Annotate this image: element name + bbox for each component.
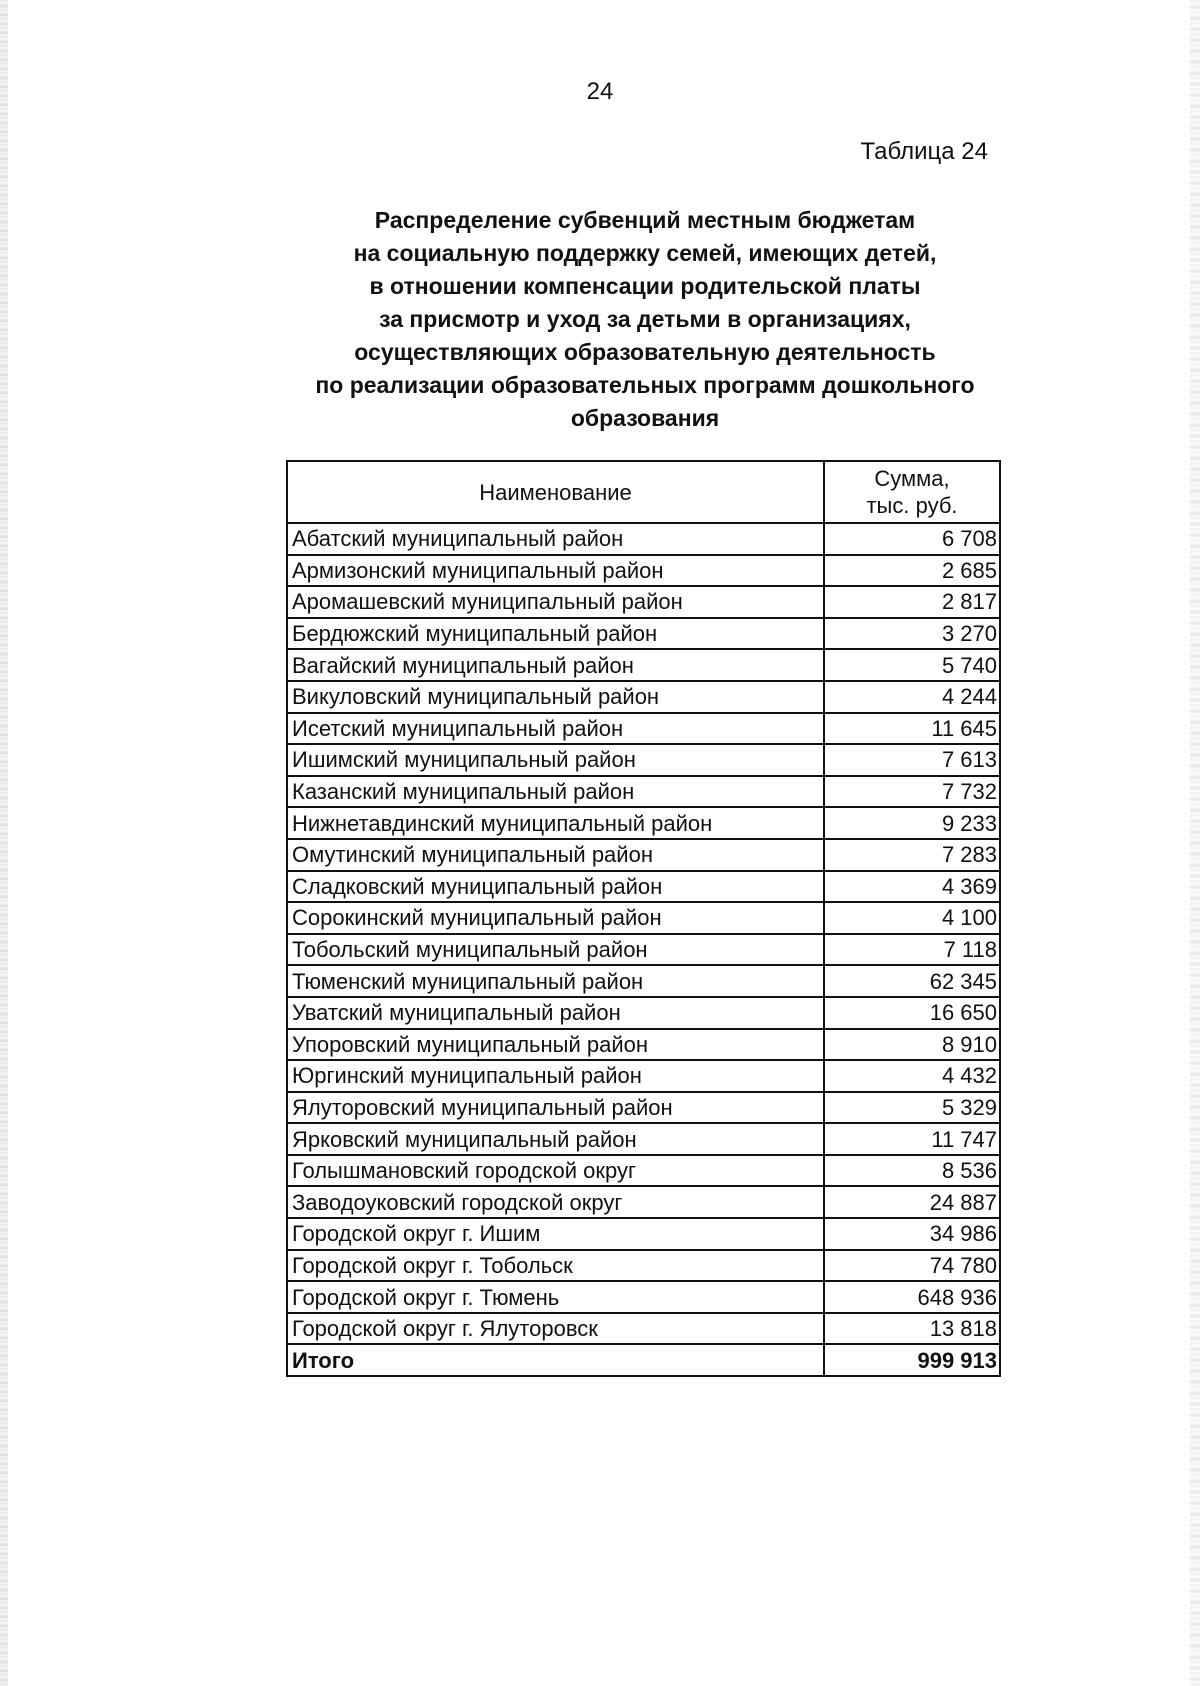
row-name-cell: Заводоуковский городской округ [287, 1186, 824, 1218]
scan-edge-right [1190, 0, 1200, 1686]
row-sum-cell: 11 747 [824, 1123, 1000, 1155]
row-name-cell: Ишимский муниципальный район [287, 744, 824, 776]
row-sum-cell: 7 118 [824, 934, 1000, 966]
table-row [287, 681, 1000, 713]
row-sum-cell: 3 270 [824, 618, 1000, 650]
title-line: на социальную поддержку семей, имеющих детей, [353, 240, 937, 266]
table-row [287, 902, 1000, 934]
row-name-cell: Уватский муниципальный район [287, 997, 824, 1029]
row-sum-cell: 8 536 [824, 1155, 1000, 1187]
table-row [287, 1313, 1000, 1345]
document-title [250, 204, 1040, 435]
page-number: 24 [586, 78, 614, 105]
row-name-cell: Армизонский муниципальный район [287, 555, 824, 587]
table-row [287, 871, 1000, 903]
row-name-cell: Голышмановский городской округ [287, 1155, 824, 1187]
row-sum-cell: 4 244 [824, 681, 1000, 713]
row-name-cell: Бердюжский муниципальный район [287, 618, 824, 650]
table-row [287, 1060, 1000, 1092]
total-row [287, 1344, 1000, 1376]
row-name-cell: Нижнетавдинский муниципальный район [287, 807, 824, 839]
row-sum-cell: 62 345 [824, 965, 1000, 997]
row-name-cell: Городской округ г. Тобольск [287, 1250, 824, 1282]
table-row [287, 965, 1000, 997]
scan-edge-left [0, 0, 8, 1686]
table-row [287, 997, 1000, 1029]
row-name-cell: Сладковский муниципальный район [287, 871, 824, 903]
row-sum-cell: 8 910 [824, 1029, 1000, 1061]
table-row [287, 1186, 1000, 1218]
row-sum-cell: 4 100 [824, 902, 1000, 934]
row-name-cell: Тобольский муниципальный район [287, 934, 824, 966]
header-sum-line2: тыс. руб. [866, 493, 958, 518]
row-sum-cell: 5 740 [824, 649, 1000, 681]
table-row [287, 1218, 1000, 1250]
table-row [287, 744, 1000, 776]
title-line: за присмотр и уход за детьми в организациях, [379, 306, 911, 332]
table-row [287, 1250, 1000, 1282]
row-name-cell: Городской округ г. Ялуторовск [287, 1313, 824, 1345]
title-line: осуществляющих образовательную деятельность [354, 339, 936, 365]
row-sum-cell: 6 708 [824, 523, 1000, 555]
row-name-cell: Абатский муниципальный район [287, 523, 824, 555]
table-row [287, 523, 1000, 555]
table-row [287, 713, 1000, 745]
row-name-cell: Юргинский муниципальный район [287, 1060, 824, 1092]
row-sum-cell: 5 329 [824, 1092, 1000, 1124]
row-sum-cell: 16 650 [824, 997, 1000, 1029]
row-name-cell: Аромашевский муниципальный район [287, 586, 824, 618]
row-sum-cell: 648 936 [824, 1281, 1000, 1313]
row-name-cell: Сорокинский муниципальный район [287, 902, 824, 934]
row-name-cell: Вагайский муниципальный район [287, 649, 824, 681]
table-row [287, 1092, 1000, 1124]
row-sum-cell: 2 817 [824, 586, 1000, 618]
row-sum-cell: 4 369 [824, 871, 1000, 903]
row-sum-cell: 2 685 [824, 555, 1000, 587]
row-name-cell: Упоровский муниципальный район [287, 1029, 824, 1061]
row-name-cell: Ярковский муниципальный район [287, 1123, 824, 1155]
table-row [287, 1155, 1000, 1187]
table-row [287, 618, 1000, 650]
row-name-cell: Городской округ г. Ишим [287, 1218, 824, 1250]
table-body [287, 523, 1000, 1376]
table-row [287, 839, 1000, 871]
row-name-cell: Ялуторовский муниципальный район [287, 1092, 824, 1124]
row-name-cell: Омутинский муниципальный район [287, 839, 824, 871]
total-sum: 999 913 [824, 1344, 1000, 1376]
row-sum-cell: 7 283 [824, 839, 1000, 871]
table-label: Таблица 24 [860, 138, 988, 165]
subvention-table [286, 460, 1001, 1377]
title-line: Распределение субвенций местным бюджетам [374, 207, 916, 233]
row-sum-cell: 74 780 [824, 1250, 1000, 1282]
row-name-cell: Исетский муниципальный район [287, 713, 824, 745]
row-sum-cell: 11 645 [824, 713, 1000, 745]
table-row [287, 807, 1000, 839]
row-name-cell: Тюменский муниципальный район [287, 965, 824, 997]
header-sum-line1: Сумма, [874, 466, 950, 491]
table-row [287, 555, 1000, 587]
row-sum-cell: 13 818 [824, 1313, 1000, 1345]
row-sum-cell: 7 732 [824, 776, 1000, 808]
row-name-cell: Викуловский муниципальный район [287, 681, 824, 713]
table-row [287, 1123, 1000, 1155]
header-name: Наименование [287, 461, 824, 523]
row-sum-cell: 4 432 [824, 1060, 1000, 1092]
table-row [287, 649, 1000, 681]
title-line: образования [570, 405, 720, 431]
row-sum-cell: 24 887 [824, 1186, 1000, 1218]
title-line: в отношении компенсации родительской платы [369, 273, 921, 299]
title-line: по реализации образовательных программ дошкольного [315, 372, 975, 398]
row-name-cell: Городской округ г. Тюмень [287, 1281, 824, 1313]
table-row [287, 1281, 1000, 1313]
header-sum [824, 461, 1000, 523]
table-header-row [287, 461, 1000, 523]
row-name-cell: Казанский муниципальный район [287, 776, 824, 808]
total-label: Итого [287, 1344, 824, 1376]
table-row [287, 1029, 1000, 1061]
table-row [287, 586, 1000, 618]
row-sum-cell: 34 986 [824, 1218, 1000, 1250]
row-sum-cell: 7 613 [824, 744, 1000, 776]
row-sum-cell: 9 233 [824, 807, 1000, 839]
table-row [287, 934, 1000, 966]
table-row [287, 776, 1000, 808]
